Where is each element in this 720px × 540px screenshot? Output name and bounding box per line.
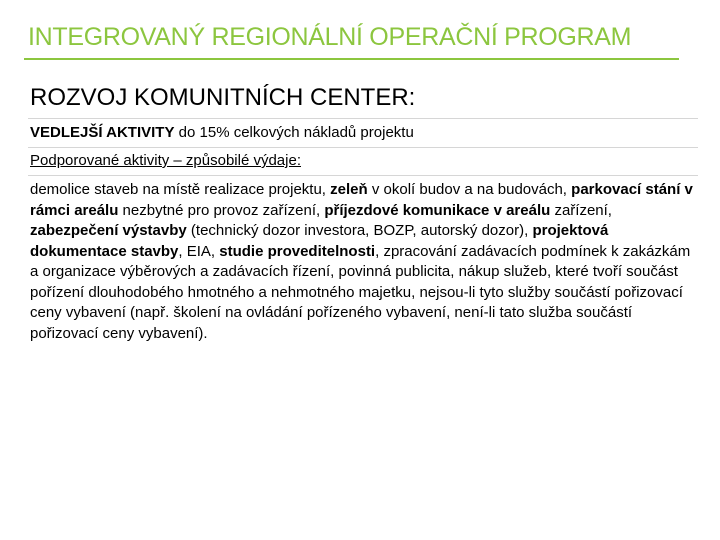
paragraph-run: v okolí budov a na budovách, <box>367 181 572 198</box>
title-underline <box>24 58 679 60</box>
paragraph-bold-run: projektová dokumentace stavby <box>30 222 609 260</box>
supported-activities-heading-text: Podporované aktivity – způsobilé výdaje: <box>30 152 301 169</box>
paragraph-run: nezbytné pro provoz zařízení, <box>118 201 325 219</box>
secondary-activities-label: VEDLEJŠÍ AKTIVITY <box>30 124 175 141</box>
slide-title: INTEGROVANÝ REGIONÁLNÍ OPERAČNÍ PROGRAM <box>28 23 632 51</box>
paragraph-run: , zpracování zadávacích podmínek k zakázkám a organizace výběrových a zadávacích řízení, povinná publicita, nákup služeb, které tvoří součást pořízení dlouhodobého hmotného a nehmotného majetku, nejsou-li tyto služby součástí pořizovací ceny vybavení (např. školení na ovládání pořízeného vybavení, není-li tato služba součástí pořizovací ceny vybavení). <box>30 242 691 342</box>
paragraph-bold-run: příjezdové komunikace v areálu <box>324 201 551 219</box>
secondary-activities-text: do 15% celkových nákladů projektu <box>174 124 414 141</box>
paragraph-run: demolice staveb na místě realizace projektu, <box>30 181 331 198</box>
paragraph-bold-run: zabezpečení výstavby <box>30 222 187 239</box>
content-block <box>28 118 698 344</box>
paragraph-bold-run: studie proveditelnosti <box>219 242 376 260</box>
eligible-expenses-paragraph <box>28 176 698 344</box>
paragraph-run: zařízení, <box>550 201 612 219</box>
supported-activities-heading <box>28 148 698 175</box>
paragraph-bold-run: zeleň <box>330 181 368 198</box>
secondary-activities-line <box>28 119 698 147</box>
paragraph-bold-run: parkovací stání v rámci areálu <box>30 181 693 219</box>
slide-subtitle: ROZVOJ KOMUNITNÍCH CENTER: <box>30 84 416 111</box>
paragraph-run: (technický dozor investora, BOZP, autorský dozor), <box>186 222 533 239</box>
paragraph-run: , EIA, <box>178 242 220 260</box>
